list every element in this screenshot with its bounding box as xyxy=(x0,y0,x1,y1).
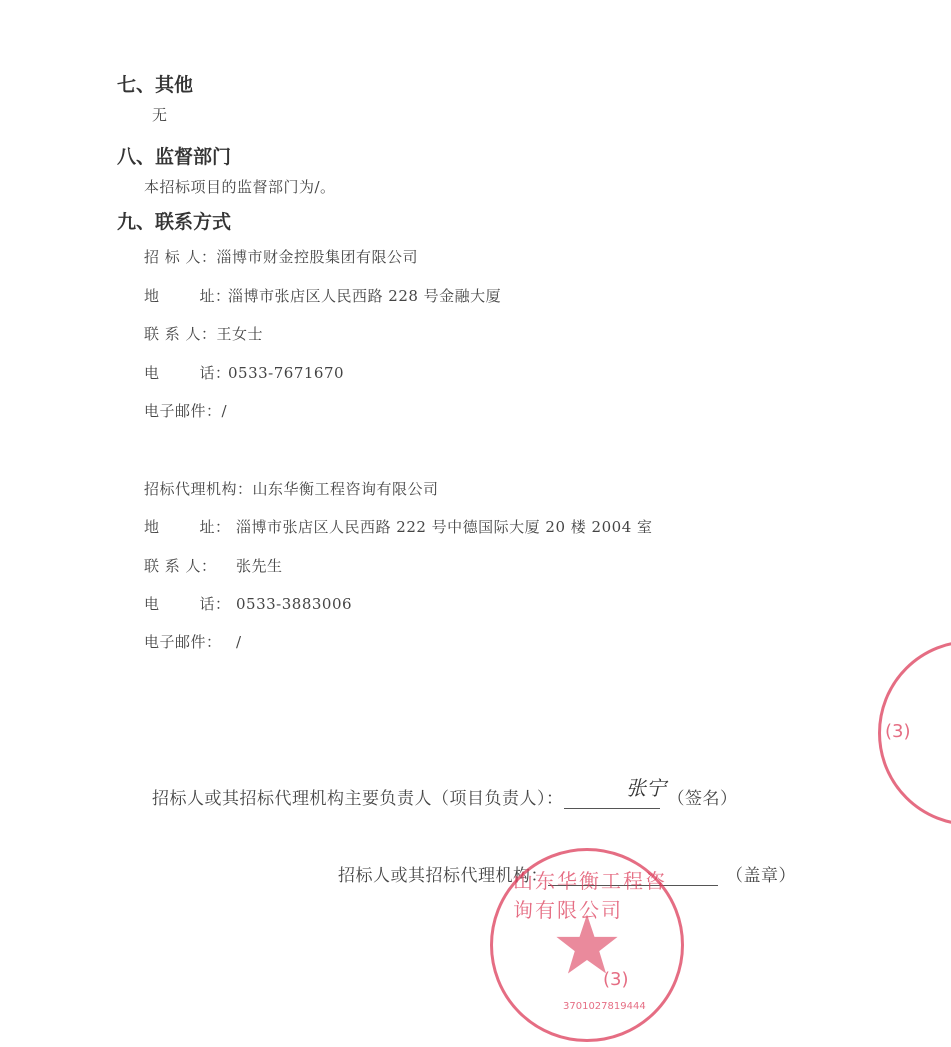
label: 联 系 人： xyxy=(144,325,217,343)
signature-label: 招标人或其招标代理机构主要负责人（项目负责人）： xyxy=(152,789,564,809)
section-body-supervision: 本招标项目的监督部门为/。 xyxy=(144,178,336,196)
label: 招 标 人： xyxy=(144,248,217,266)
agency-contact: 张先生 xyxy=(236,557,283,575)
tenderer-contact: 王女士 xyxy=(216,325,264,343)
agency-email-row xyxy=(144,631,242,652)
agency-address-row xyxy=(144,516,653,537)
stamp-company: 山东华衡工程咨询有限公司 xyxy=(513,869,667,922)
label: 电子邮件： xyxy=(144,633,222,651)
label: 地 址： xyxy=(144,287,231,305)
stamp-number: (3) xyxy=(885,721,911,742)
tenderer-address: 淄博市张店区人民西路 228 号金融大厦 xyxy=(228,287,502,305)
tenderer-contact-row xyxy=(144,323,263,344)
section-heading-contact: 九、联系方式 xyxy=(117,211,232,233)
agency-name-row xyxy=(144,478,439,499)
tenderer-name-row xyxy=(144,246,418,267)
label: 电 话： xyxy=(144,595,231,613)
agency-phone: 0533-3883006 xyxy=(236,595,353,613)
company-seal-stamp xyxy=(490,848,684,1042)
label: 联 系 人： xyxy=(144,557,217,575)
signature-suffix: （签名） xyxy=(667,789,738,809)
tenderer-address-row xyxy=(144,285,501,306)
stamp-code: 3701027819444 xyxy=(563,1001,646,1012)
tenderer-phone: 0533-7671670 xyxy=(228,364,345,382)
agency-contact-row xyxy=(144,555,283,576)
tenderer-name: 淄博市财金控股集团有限公司 xyxy=(216,248,419,266)
agency-phone-row xyxy=(144,593,352,614)
agency-name: 山东华衡工程咨询有限公司 xyxy=(252,480,439,498)
label: 电子邮件： xyxy=(144,402,222,420)
tenderer-email: / xyxy=(221,402,228,420)
label: 电 话： xyxy=(144,364,231,382)
stamp-number: (3) xyxy=(603,969,629,990)
section-heading-other: 七、其他 xyxy=(117,74,194,96)
agency-email: / xyxy=(236,633,242,651)
tenderer-email-row xyxy=(144,400,227,421)
handwritten-signature: 张宁 xyxy=(626,776,666,800)
partial-seal-stamp xyxy=(878,640,951,826)
section-heading-supervision: 八、监督部门 xyxy=(117,146,232,168)
seal-suffix: （盖章） xyxy=(726,866,796,886)
agency-address: 淄博市张店区人民西路 222 号中德国际大厦 20 楼 2004 室 xyxy=(236,518,653,536)
seal-label: 招标人或其招标代理机构： xyxy=(338,866,548,886)
section-body-other: 无 xyxy=(152,106,168,124)
label: 招标代理机构： xyxy=(144,480,253,498)
tenderer-phone-row xyxy=(144,362,344,383)
label: 地 址： xyxy=(144,518,231,536)
